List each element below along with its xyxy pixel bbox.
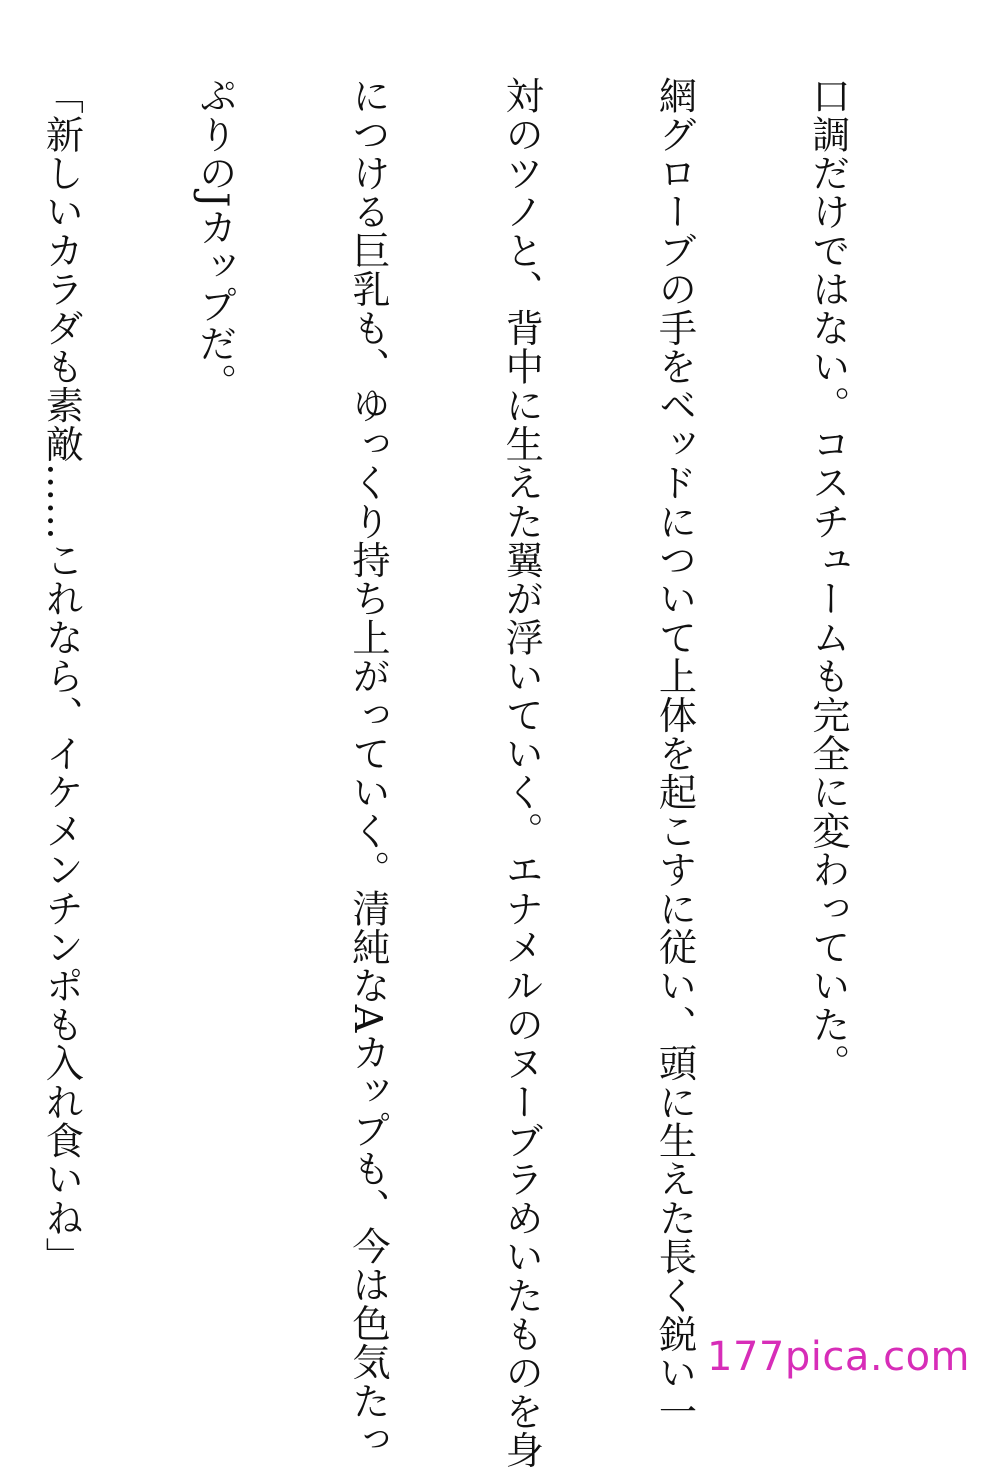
text-line-2: 網グローブの手をベッドについて上体を起こすに従い、頭に生えた長く鋭い一 [651, 76, 696, 1431]
text-line-1: 口調だけではない。コスチュームも完全に変わっていた。 [804, 76, 849, 1083]
watermark: 177pica.com [707, 1334, 970, 1380]
text-line-6: 「新しいカラダも素敵……これなら、イケメンチンポも入れ食いね」 [38, 76, 83, 1276]
text-line-3: 対のツノと、背中に生えた翼が浮いていく。エナメルのヌーブラめいたものを身 [498, 76, 543, 1469]
vertical-text-body [0, 76, 954, 1469]
text-line-4: につける巨乳も、ゆっくり持ち上がっていく。清純なAカップも、今は色気たっ [344, 76, 389, 1459]
text-line-5: ぷりのJカップだ。 [191, 76, 236, 402]
